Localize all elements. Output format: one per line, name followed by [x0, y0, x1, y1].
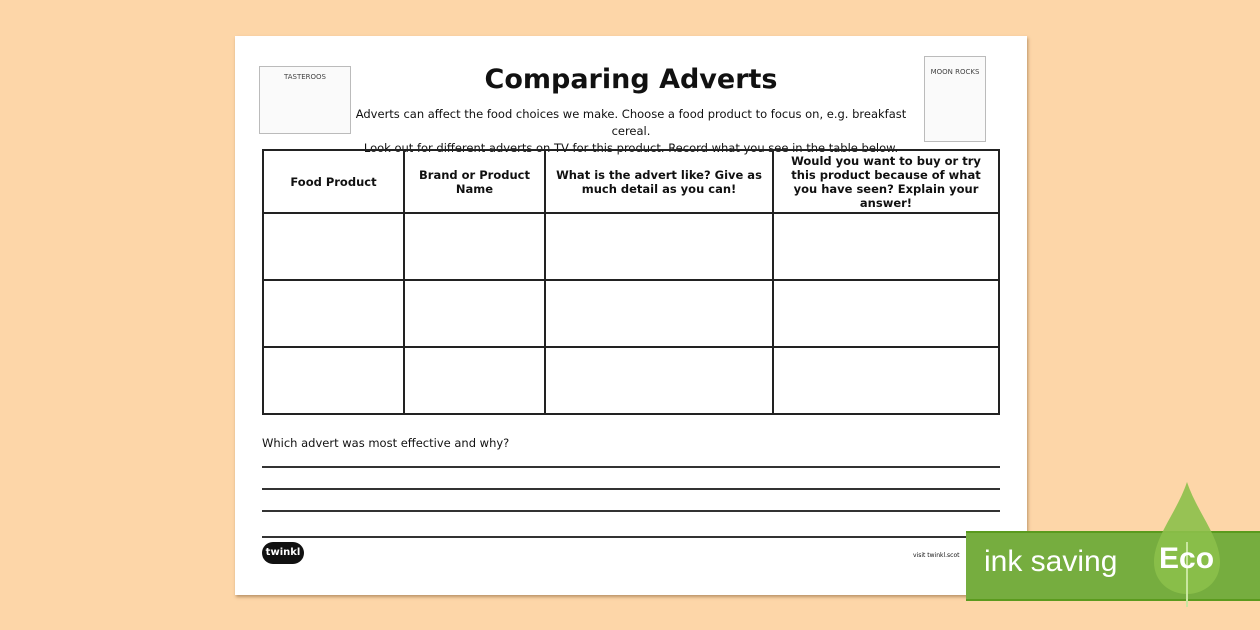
question-text: Which advert was most effective and why? [262, 436, 510, 450]
table-cell[interactable] [263, 280, 404, 347]
header-food-product: Food Product [263, 150, 404, 213]
table-cell[interactable] [404, 213, 545, 280]
footer-url: visit twinkl.scot [913, 552, 960, 559]
table-cell[interactable] [263, 213, 404, 280]
table-cell[interactable] [404, 280, 545, 347]
answer-line[interactable] [262, 488, 1000, 490]
intro-text: Adverts can affect the food choices we make. Choose a food product to focus on, e.g. breakfast cereal. Look out for different adverts on TV for this product. Record what you see in the table below. [355, 107, 907, 155]
table-cell[interactable] [773, 213, 999, 280]
table-cell[interactable] [545, 347, 773, 414]
worksheet-page [235, 36, 1027, 595]
table-row [263, 213, 999, 280]
table-cell[interactable] [545, 213, 773, 280]
page-title: Comparing Adverts [484, 64, 778, 95]
header-advert: What is the advert like? Give as much detail as you can! [545, 150, 773, 213]
table-row [263, 347, 999, 414]
eco-badge: Eco [1159, 542, 1215, 575]
moon-rocks-image: MOON ROCKS [924, 56, 986, 142]
answer-line[interactable] [262, 510, 1000, 512]
answer-line[interactable] [262, 466, 1000, 468]
header-brand: Brand or Product Name [404, 150, 545, 213]
table-cell[interactable] [263, 347, 404, 414]
table-cell[interactable] [404, 347, 545, 414]
table-cell[interactable] [773, 280, 999, 347]
table-row [263, 280, 999, 347]
footer-divider [262, 536, 1000, 538]
tasteroos-image: TASTEROOS [259, 66, 351, 134]
twinkl-logo: twinkl [262, 542, 304, 564]
record-table [262, 149, 1000, 415]
header-buy: Would you want to buy or try this product because of what you have seen? Explain your answer! [773, 150, 999, 213]
table-cell[interactable] [545, 280, 773, 347]
ink-saving-label: ink saving [984, 545, 1118, 578]
table-cell[interactable] [773, 347, 999, 414]
